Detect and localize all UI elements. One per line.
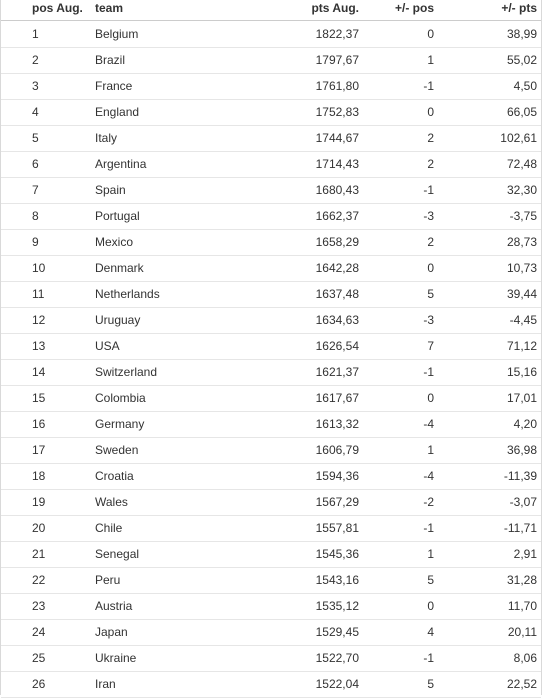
table-row <box>1 21 541 48</box>
cell-dpts: 4,20 <box>434 412 541 438</box>
cell-dpts: -11,71 <box>434 516 541 542</box>
cell-dpos: 7 <box>359 334 434 360</box>
table-row <box>1 360 541 386</box>
header-dpts[interactable]: +/- pts <box>434 0 541 21</box>
cell-pos: 23 <box>1 594 95 620</box>
cell-team: Iran <box>95 672 275 698</box>
cell-team: Brazil <box>95 48 275 74</box>
table-row <box>1 204 541 230</box>
cell-dpos: 4 <box>359 620 434 646</box>
header-dpos[interactable]: +/- pos <box>359 0 434 21</box>
cell-dpts: 36,98 <box>434 438 541 464</box>
cell-pts: 1658,29 <box>275 230 359 256</box>
cell-team: Austria <box>95 594 275 620</box>
cell-dpos: 2 <box>359 152 434 178</box>
table-row <box>1 672 541 698</box>
cell-dpts: 102,61 <box>434 126 541 152</box>
cell-dpos: 0 <box>359 21 434 48</box>
cell-pos: 15 <box>1 386 95 412</box>
cell-pts: 1621,37 <box>275 360 359 386</box>
cell-team: Germany <box>95 412 275 438</box>
cell-team: Portugal <box>95 204 275 230</box>
table-row <box>1 620 541 646</box>
cell-dpts: 55,02 <box>434 48 541 74</box>
cell-dpts: 31,28 <box>434 568 541 594</box>
cell-team: Belgium <box>95 21 275 48</box>
cell-dpos: -4 <box>359 412 434 438</box>
cell-pts: 1634,63 <box>275 308 359 334</box>
cell-dpts: -4,45 <box>434 308 541 334</box>
cell-pts: 1662,37 <box>275 204 359 230</box>
cell-dpos: 0 <box>359 100 434 126</box>
table-row <box>1 74 541 100</box>
cell-dpts: 15,16 <box>434 360 541 386</box>
cell-pos: 13 <box>1 334 95 360</box>
cell-pts: 1529,45 <box>275 620 359 646</box>
cell-team: Senegal <box>95 542 275 568</box>
cell-dpos: -1 <box>359 516 434 542</box>
cell-team: Mexico <box>95 230 275 256</box>
table-row <box>1 334 541 360</box>
cell-pos: 19 <box>1 490 95 516</box>
cell-pts: 1744,67 <box>275 126 359 152</box>
cell-pts: 1626,54 <box>275 334 359 360</box>
cell-team: Wales <box>95 490 275 516</box>
cell-pts: 1642,28 <box>275 256 359 282</box>
cell-team: France <box>95 74 275 100</box>
cell-dpts: 66,05 <box>434 100 541 126</box>
cell-pts: 1522,70 <box>275 646 359 672</box>
table-row <box>1 386 541 412</box>
cell-pos: 10 <box>1 256 95 282</box>
cell-dpts: -11,39 <box>434 464 541 490</box>
cell-pos: 1 <box>1 21 95 48</box>
cell-dpos: 0 <box>359 256 434 282</box>
cell-pts: 1567,29 <box>275 490 359 516</box>
cell-dpts: 22,52 <box>434 672 541 698</box>
cell-team: Spain <box>95 178 275 204</box>
table-row <box>1 490 541 516</box>
cell-team: Colombia <box>95 386 275 412</box>
cell-pos: 16 <box>1 412 95 438</box>
cell-dpts: 71,12 <box>434 334 541 360</box>
cell-dpos: -2 <box>359 490 434 516</box>
cell-team: Italy <box>95 126 275 152</box>
table-row <box>1 282 541 308</box>
cell-pos: 26 <box>1 672 95 698</box>
cell-dpos: 1 <box>359 438 434 464</box>
table-row <box>1 126 541 152</box>
table-row <box>1 542 541 568</box>
cell-dpts: 17,01 <box>434 386 541 412</box>
cell-dpos: 2 <box>359 230 434 256</box>
cell-dpts: -3,75 <box>434 204 541 230</box>
cell-pts: 1543,16 <box>275 568 359 594</box>
header-row <box>1 0 541 21</box>
cell-dpos: -1 <box>359 360 434 386</box>
cell-pos: 12 <box>1 308 95 334</box>
cell-pos: 24 <box>1 620 95 646</box>
cell-pts: 1822,37 <box>275 21 359 48</box>
cell-dpts: 32,30 <box>434 178 541 204</box>
cell-team: Japan <box>95 620 275 646</box>
cell-dpos: 2 <box>359 126 434 152</box>
cell-team: Uruguay <box>95 308 275 334</box>
cell-dpts: 72,48 <box>434 152 541 178</box>
cell-dpos: 0 <box>359 386 434 412</box>
cell-team: Argentina <box>95 152 275 178</box>
table-row <box>1 178 541 204</box>
ranking-table <box>1 0 541 698</box>
cell-team: Ukraine <box>95 646 275 672</box>
cell-dpts: 28,73 <box>434 230 541 256</box>
cell-pts: 1637,48 <box>275 282 359 308</box>
cell-pos: 21 <box>1 542 95 568</box>
cell-pts: 1680,43 <box>275 178 359 204</box>
cell-dpts: -3,07 <box>434 490 541 516</box>
cell-pos: 5 <box>1 126 95 152</box>
cell-pts: 1522,04 <box>275 672 359 698</box>
cell-dpos: 5 <box>359 568 434 594</box>
cell-pos: 17 <box>1 438 95 464</box>
cell-team: USA <box>95 334 275 360</box>
cell-dpos: 0 <box>359 594 434 620</box>
table-row <box>1 438 541 464</box>
cell-dpos: -1 <box>359 74 434 100</box>
cell-pos: 11 <box>1 282 95 308</box>
cell-dpts: 20,11 <box>434 620 541 646</box>
cell-dpts: 4,50 <box>434 74 541 100</box>
cell-team: Croatia <box>95 464 275 490</box>
cell-pts: 1617,67 <box>275 386 359 412</box>
table-row <box>1 516 541 542</box>
cell-pos: 20 <box>1 516 95 542</box>
cell-pos: 9 <box>1 230 95 256</box>
cell-pts: 1761,80 <box>275 74 359 100</box>
cell-pos: 4 <box>1 100 95 126</box>
header-pos[interactable]: pos Aug. <box>1 0 95 21</box>
cell-pts: 1613,32 <box>275 412 359 438</box>
cell-dpos: -1 <box>359 646 434 672</box>
table-row <box>1 230 541 256</box>
cell-dpos: 1 <box>359 542 434 568</box>
cell-team: Switzerland <box>95 360 275 386</box>
cell-pts: 1594,36 <box>275 464 359 490</box>
cell-pos: 2 <box>1 48 95 74</box>
cell-dpos: 5 <box>359 672 434 698</box>
cell-dpos: -3 <box>359 204 434 230</box>
table-row <box>1 464 541 490</box>
cell-pos: 7 <box>1 178 95 204</box>
cell-team: England <box>95 100 275 126</box>
cell-pts: 1535,12 <box>275 594 359 620</box>
cell-dpts: 2,91 <box>434 542 541 568</box>
cell-pts: 1797,67 <box>275 48 359 74</box>
table-row <box>1 412 541 438</box>
table-body <box>1 21 541 698</box>
table-row <box>1 256 541 282</box>
cell-dpos: -3 <box>359 308 434 334</box>
cell-pos: 14 <box>1 360 95 386</box>
cell-team: Sweden <box>95 438 275 464</box>
cell-dpts: 8,06 <box>434 646 541 672</box>
cell-dpos: -1 <box>359 178 434 204</box>
cell-team: Netherlands <box>95 282 275 308</box>
table-row <box>1 646 541 672</box>
cell-dpos: 5 <box>359 282 434 308</box>
header-team[interactable]: team <box>95 0 275 21</box>
cell-pts: 1606,79 <box>275 438 359 464</box>
table-row <box>1 594 541 620</box>
table-row <box>1 308 541 334</box>
cell-pos: 8 <box>1 204 95 230</box>
cell-dpos: -4 <box>359 464 434 490</box>
table-row <box>1 152 541 178</box>
cell-team: Denmark <box>95 256 275 282</box>
cell-dpos: 1 <box>359 48 434 74</box>
header-pts[interactable]: pts Aug. <box>275 0 359 21</box>
cell-dpts: 39,44 <box>434 282 541 308</box>
cell-dpts: 11,70 <box>434 594 541 620</box>
cell-pts: 1557,81 <box>275 516 359 542</box>
table-row <box>1 568 541 594</box>
cell-pos: 25 <box>1 646 95 672</box>
cell-team: Chile <box>95 516 275 542</box>
cell-pos: 3 <box>1 74 95 100</box>
cell-dpts: 10,73 <box>434 256 541 282</box>
cell-pts: 1545,36 <box>275 542 359 568</box>
cell-pos: 22 <box>1 568 95 594</box>
table-header <box>1 0 541 21</box>
cell-pts: 1714,43 <box>275 152 359 178</box>
table-row <box>1 100 541 126</box>
cell-team: Peru <box>95 568 275 594</box>
cell-pts: 1752,83 <box>275 100 359 126</box>
cell-pos: 6 <box>1 152 95 178</box>
table-row <box>1 48 541 74</box>
cell-pos: 18 <box>1 464 95 490</box>
cell-dpts: 38,99 <box>434 21 541 48</box>
